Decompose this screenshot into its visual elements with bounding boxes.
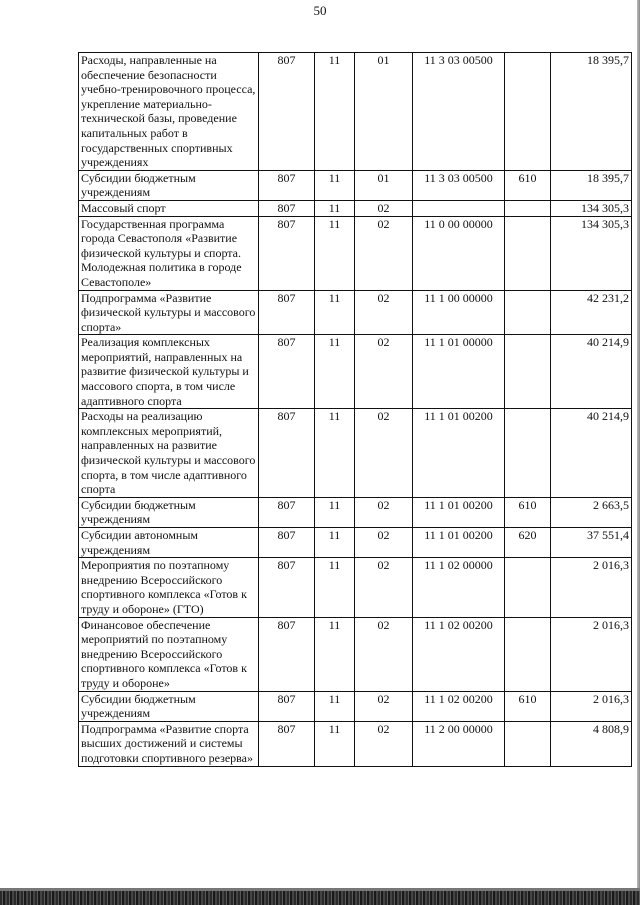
cell-subsection-code: 02 bbox=[355, 200, 413, 216]
cell-name: Реализация комплексных мероприятий, направленных на развитие физической культуры и массового спорта, в том числе адаптивного спорта bbox=[79, 335, 259, 409]
cell-amount: 2 016,3 bbox=[551, 558, 632, 617]
cell-amount: 4 808,9 bbox=[551, 721, 632, 766]
cell-ministry-code: 807 bbox=[259, 558, 315, 617]
cell-ministry-code: 807 bbox=[259, 290, 315, 335]
table-row bbox=[79, 170, 632, 200]
table-row bbox=[79, 200, 632, 216]
cell-target-article: 11 1 01 00200 bbox=[413, 409, 505, 498]
cell-name: Субсидии бюджетным учреждениям bbox=[79, 691, 259, 721]
cell-name: Массовый спорт bbox=[79, 200, 259, 216]
cell-target-article bbox=[413, 200, 505, 216]
cell-amount: 18 395,7 bbox=[551, 170, 632, 200]
cell-name: Мероприятия по поэтапному внедрению Всероссийского спортивного комплекса «Готов к труду и обороне» (ГТО) bbox=[79, 558, 259, 617]
cell-subsection-code: 02 bbox=[355, 409, 413, 498]
table-row bbox=[79, 216, 632, 290]
cell-subsection-code: 02 bbox=[355, 335, 413, 409]
cell-ministry-code: 807 bbox=[259, 216, 315, 290]
cell-expense-type bbox=[505, 200, 551, 216]
cell-target-article: 11 3 03 00500 bbox=[413, 53, 505, 171]
cell-name: Расходы, направленные на обеспечение безопасности учебно-тренировочного процесса, укрепление материально-технической базы, проведение капитальных работ в государственных спортивных учреждениях bbox=[79, 53, 259, 171]
cell-ministry-code: 807 bbox=[259, 200, 315, 216]
cell-subsection-code: 02 bbox=[355, 691, 413, 721]
cell-expense-type bbox=[505, 617, 551, 691]
cell-ministry-code: 807 bbox=[259, 497, 315, 527]
cell-name: Подпрограмма «Развитие физической культуры и массового спорта» bbox=[79, 290, 259, 335]
cell-target-article: 11 1 02 00200 bbox=[413, 617, 505, 691]
cell-target-article: 11 3 03 00500 bbox=[413, 170, 505, 200]
table-row bbox=[79, 53, 632, 171]
cell-target-article: 11 1 01 00200 bbox=[413, 528, 505, 558]
cell-section-code: 11 bbox=[315, 558, 355, 617]
cell-subsection-code: 02 bbox=[355, 497, 413, 527]
cell-expense-type bbox=[505, 721, 551, 766]
cell-target-article: 11 1 02 00000 bbox=[413, 558, 505, 617]
cell-amount: 40 214,9 bbox=[551, 335, 632, 409]
cell-expense-type: 610 bbox=[505, 170, 551, 200]
table-row bbox=[79, 409, 632, 498]
cell-subsection-code: 01 bbox=[355, 170, 413, 200]
cell-subsection-code: 02 bbox=[355, 721, 413, 766]
cell-amount: 18 395,7 bbox=[551, 53, 632, 171]
cell-target-article: 11 1 01 00200 bbox=[413, 497, 505, 527]
cell-amount: 2 016,3 bbox=[551, 617, 632, 691]
cell-name: Подпрограмма «Развитие спорта высших достижений и системы подготовки спортивного резерва» bbox=[79, 721, 259, 766]
cell-section-code: 11 bbox=[315, 497, 355, 527]
cell-subsection-code: 02 bbox=[355, 290, 413, 335]
table-body bbox=[79, 53, 632, 767]
cell-name: Расходы на реализацию комплексных мероприятий, направленных на развитие физической культуры и массового спорта, в том числе адаптивного спорта bbox=[79, 409, 259, 498]
table-row bbox=[79, 721, 632, 766]
cell-amount: 37 551,4 bbox=[551, 528, 632, 558]
cell-ministry-code: 807 bbox=[259, 721, 315, 766]
cell-name: Государственная программа города Севастополя «Развитие физической культуры и спорта. Молодежная политика в городе Севастополе» bbox=[79, 216, 259, 290]
cell-target-article: 11 1 01 00000 bbox=[413, 335, 505, 409]
scan-bottom-edge bbox=[0, 888, 640, 905]
cell-target-article: 11 1 00 00000 bbox=[413, 290, 505, 335]
cell-ministry-code: 807 bbox=[259, 528, 315, 558]
cell-section-code: 11 bbox=[315, 200, 355, 216]
cell-subsection-code: 02 bbox=[355, 216, 413, 290]
cell-section-code: 11 bbox=[315, 721, 355, 766]
cell-amount: 2 663,5 bbox=[551, 497, 632, 527]
table-row bbox=[79, 290, 632, 335]
cell-section-code: 11 bbox=[315, 290, 355, 335]
cell-subsection-code: 01 bbox=[355, 53, 413, 171]
cell-target-article: 11 0 00 00000 bbox=[413, 216, 505, 290]
page-number: 50 bbox=[313, 3, 327, 18]
cell-ministry-code: 807 bbox=[259, 53, 315, 171]
cell-section-code: 11 bbox=[315, 53, 355, 171]
cell-target-article: 11 1 02 00200 bbox=[413, 691, 505, 721]
cell-section-code: 11 bbox=[315, 335, 355, 409]
cell-name: Субсидии бюджетным учреждениям bbox=[79, 497, 259, 527]
cell-ministry-code: 807 bbox=[259, 335, 315, 409]
cell-subsection-code: 02 bbox=[355, 558, 413, 617]
cell-expense-type bbox=[505, 216, 551, 290]
cell-expense-type: 610 bbox=[505, 691, 551, 721]
cell-amount: 134 305,3 bbox=[551, 216, 632, 290]
cell-expense-type bbox=[505, 409, 551, 498]
cell-name: Финансовое обеспечение мероприятий по поэтапному внедрению Всероссийского спортивного комплекса «Готов к труду и обороне» bbox=[79, 617, 259, 691]
cell-ministry-code: 807 bbox=[259, 691, 315, 721]
cell-section-code: 11 bbox=[315, 216, 355, 290]
cell-target-article: 11 2 00 00000 bbox=[413, 721, 505, 766]
table-row bbox=[79, 528, 632, 558]
table-row bbox=[79, 497, 632, 527]
cell-subsection-code: 02 bbox=[355, 617, 413, 691]
cell-expense-type bbox=[505, 335, 551, 409]
cell-expense-type bbox=[505, 53, 551, 171]
cell-expense-type: 620 bbox=[505, 528, 551, 558]
cell-amount: 2 016,3 bbox=[551, 691, 632, 721]
cell-section-code: 11 bbox=[315, 617, 355, 691]
cell-ministry-code: 807 bbox=[259, 617, 315, 691]
cell-ministry-code: 807 bbox=[259, 409, 315, 498]
cell-name: Субсидии автономным учреждениям bbox=[79, 528, 259, 558]
cell-name: Субсидии бюджетным учреждениям bbox=[79, 170, 259, 200]
budget-table bbox=[78, 52, 632, 767]
cell-expense-type bbox=[505, 290, 551, 335]
cell-subsection-code: 02 bbox=[355, 528, 413, 558]
cell-section-code: 11 bbox=[315, 691, 355, 721]
table-row bbox=[79, 335, 632, 409]
table-row bbox=[79, 558, 632, 617]
cell-expense-type bbox=[505, 558, 551, 617]
cell-ministry-code: 807 bbox=[259, 170, 315, 200]
cell-section-code: 11 bbox=[315, 528, 355, 558]
table-row bbox=[79, 691, 632, 721]
cell-amount: 134 305,3 bbox=[551, 200, 632, 216]
table-row bbox=[79, 617, 632, 691]
cell-section-code: 11 bbox=[315, 409, 355, 498]
cell-amount: 40 214,9 bbox=[551, 409, 632, 498]
cell-expense-type: 610 bbox=[505, 497, 551, 527]
cell-section-code: 11 bbox=[315, 170, 355, 200]
cell-amount: 42 231,2 bbox=[551, 290, 632, 335]
